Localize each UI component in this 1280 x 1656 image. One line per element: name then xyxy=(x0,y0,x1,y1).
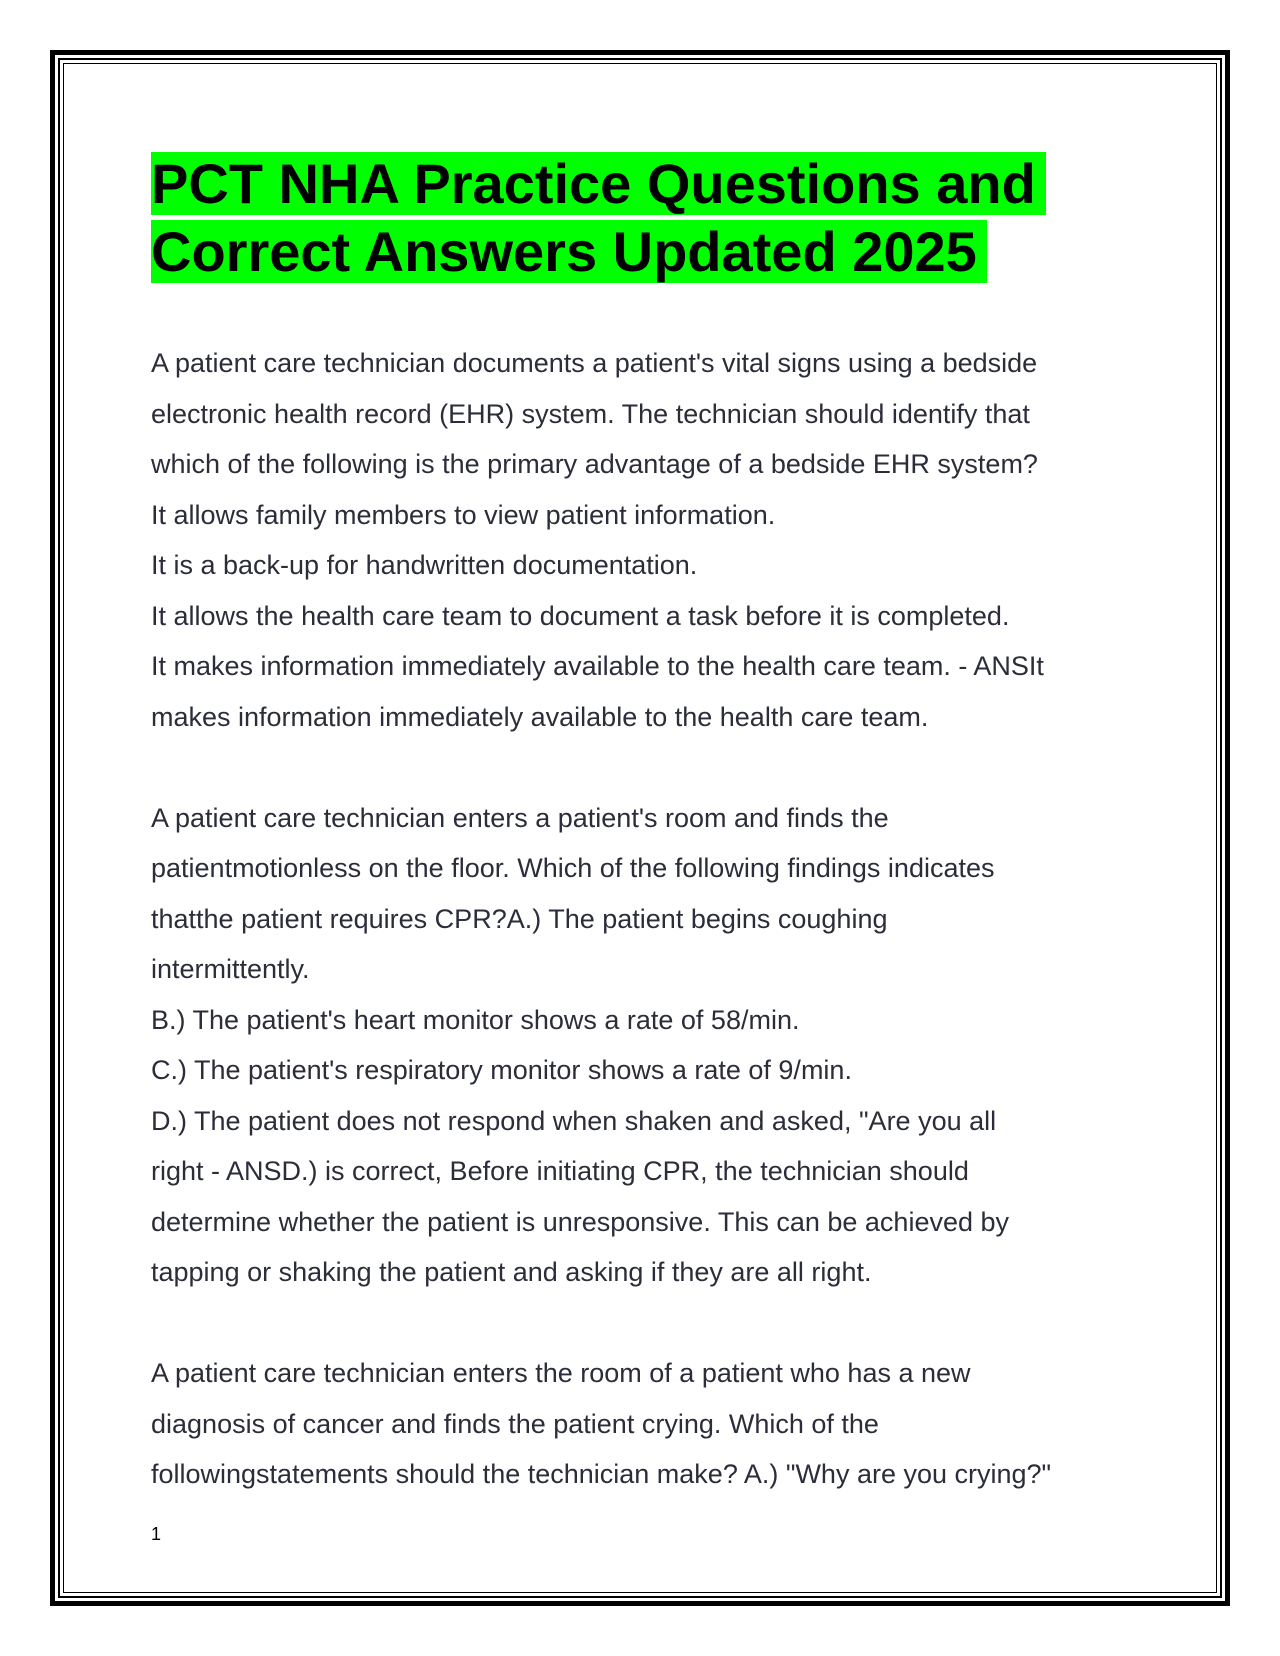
question-2-option: B.) The patient's heart monitor shows a rate of 58/min. xyxy=(151,1004,800,1035)
question-2-line: thatthe patient requires CPR?A.) The patient begins coughing xyxy=(151,903,888,934)
question-block-3 xyxy=(151,1348,1141,1500)
question-2-answer: right - ANSD.) is correct, Before initiating CPR, the technician should xyxy=(151,1156,969,1186)
question-2-line: A patient care technician enters a patient's room and finds the xyxy=(151,802,889,833)
question-1-option: It allows family members to view patient information. xyxy=(151,499,776,530)
document-title-line-1: PCT NHA Practice Questions and xyxy=(151,152,1046,215)
question-3-line: followingstatements should the technician make? A.) "Why are you crying?" xyxy=(151,1459,1052,1489)
question-2-answer: tapping or shaking the patient and asking if they are all right. xyxy=(151,1257,872,1287)
question-3-line: diagnosis of cancer and finds the patient crying. Which of the xyxy=(151,1408,879,1439)
question-2-answer: determine whether the patient is unresponsive. This can be achieved by xyxy=(151,1206,1010,1237)
question-1-option: It allows the health care team to document a task before it is completed. xyxy=(151,600,1010,631)
question-1-line: electronic health record (EHR) system. The technician should identify that xyxy=(151,398,1030,429)
question-1-line: A patient care technician documents a patient's vital signs using a bedside xyxy=(151,348,1038,378)
document-content xyxy=(151,150,1141,1500)
page-number: 1 xyxy=(151,1524,162,1544)
question-1-answer: It makes information immediately available to the health care team. - ANSIt xyxy=(151,651,1044,681)
question-1-line: which of the following is the primary advantage of a bedside EHR system? xyxy=(151,449,1038,479)
question-1-option: It is a back-up for handwritten documentation. xyxy=(151,550,698,580)
question-2-line: patientmotionless on the floor. Which of the following findings indicates xyxy=(151,853,995,883)
question-1-answer: makes information immediately available to the health care team. xyxy=(151,701,929,732)
question-block-1 xyxy=(151,338,1141,742)
question-2-line: intermittently. xyxy=(151,954,310,984)
question-3-line: A patient care technician enters the room of a patient who has a new xyxy=(151,1358,971,1388)
question-block-2 xyxy=(151,793,1141,1298)
document-body xyxy=(151,338,1141,1500)
document-title-line-2: Correct Answers Updated 2025 xyxy=(151,220,987,283)
paragraph-gap xyxy=(151,742,1141,793)
question-2-option: C.) The patient's respiratory monitor shows a rate of 9/min. xyxy=(151,1055,852,1085)
document-title xyxy=(151,150,1141,286)
question-2-option: D.) The patient does not respond when shaken and asked, "Are you all xyxy=(151,1105,997,1136)
paragraph-gap xyxy=(151,1298,1141,1349)
